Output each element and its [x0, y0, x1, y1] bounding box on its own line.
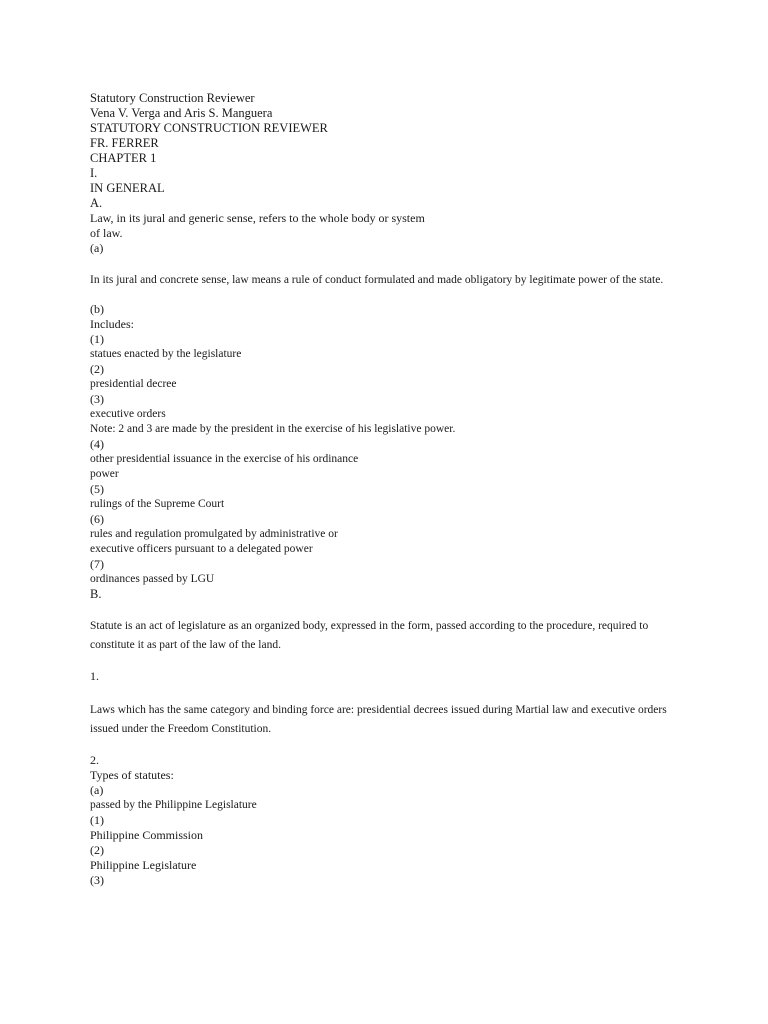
note-text: Note: 2 and 3 are made by the president in the exercise of his legislative power. [90, 423, 456, 435]
list-item-other-issuance-1: other presidential issuance in the exercise of his ordinance [90, 453, 359, 465]
doc-author-caps: FR. FERRER [90, 136, 159, 150]
doc-authors: Vena V. Verga and Aris S. Manguera [90, 106, 273, 120]
item-b-label: (b) [90, 302, 104, 316]
list-number: (3) [90, 873, 104, 887]
phil-legislature-text: Philippine Legislature [90, 858, 197, 872]
list-item-rulings: rulings of the Supreme Court [90, 498, 225, 510]
type-a-label: (a) [90, 783, 104, 797]
list-item-executive-orders: executive orders [90, 408, 166, 420]
list-item-rules-1: rules and regulation promulgated by administrative or [90, 528, 338, 540]
same-category-paragraph: Laws which has the same category and binding force are: presidential decrees issued during Martial law and executive orders issued under the Freedom Constitution. [90, 704, 667, 735]
document-page [90, 91, 680, 888]
list-number: (2) [90, 362, 104, 376]
list-number: (6) [90, 512, 104, 526]
phil-commission-text: Philippine Commission [90, 828, 204, 842]
list-item-statutes: statues enacted by the legislature [90, 348, 242, 360]
includes-label: Includes: [90, 317, 134, 331]
item-a-label: (a) [90, 241, 104, 255]
law-generic-line-1: Law, in its jural and generic sense, refers to the whole body or system [90, 211, 425, 225]
doc-title: Statutory Construction Reviewer [90, 91, 255, 105]
list-number: (1) [90, 332, 104, 346]
list-number: (1) [90, 813, 104, 827]
section-a-label: A. [90, 196, 103, 210]
statute-definition-paragraph: Statute is an act of legislature as an organized body, expressed in the form, passed according to the procedure, required to constitute it as part of the law of the land. [90, 620, 649, 651]
section-b-label: B. [90, 587, 102, 601]
number-1-label: 1. [90, 669, 99, 683]
list-item-rules-2: executive officers pursuant to a delegated power [90, 543, 313, 555]
law-concrete-paragraph: In its jural and concrete sense, law means a rule of conduct formulated and made obligatory by legitimate power of the state. [90, 274, 664, 286]
list-item-presidential-decree: presidential decree [90, 378, 177, 390]
types-heading: Types of statutes: [90, 768, 174, 782]
part-number: I. [90, 166, 98, 180]
list-item-ordinances: ordinances passed by LGU [90, 573, 215, 585]
doc-title-caps: STATUTORY CONSTRUCTION REVIEWER [90, 121, 328, 135]
list-number: (3) [90, 392, 104, 406]
passed-by-text: passed by the Philippine Legislature [90, 799, 257, 811]
list-number: (2) [90, 843, 104, 857]
section-heading: IN GENERAL [90, 181, 165, 195]
list-number: (7) [90, 557, 104, 571]
list-item-other-issuance-2: power [90, 468, 119, 480]
number-2-label: 2. [90, 753, 99, 767]
list-number: (5) [90, 482, 104, 496]
list-number: (4) [90, 437, 104, 451]
chapter-heading: CHAPTER 1 [90, 151, 157, 165]
law-generic-line-2: of law. [90, 226, 123, 240]
